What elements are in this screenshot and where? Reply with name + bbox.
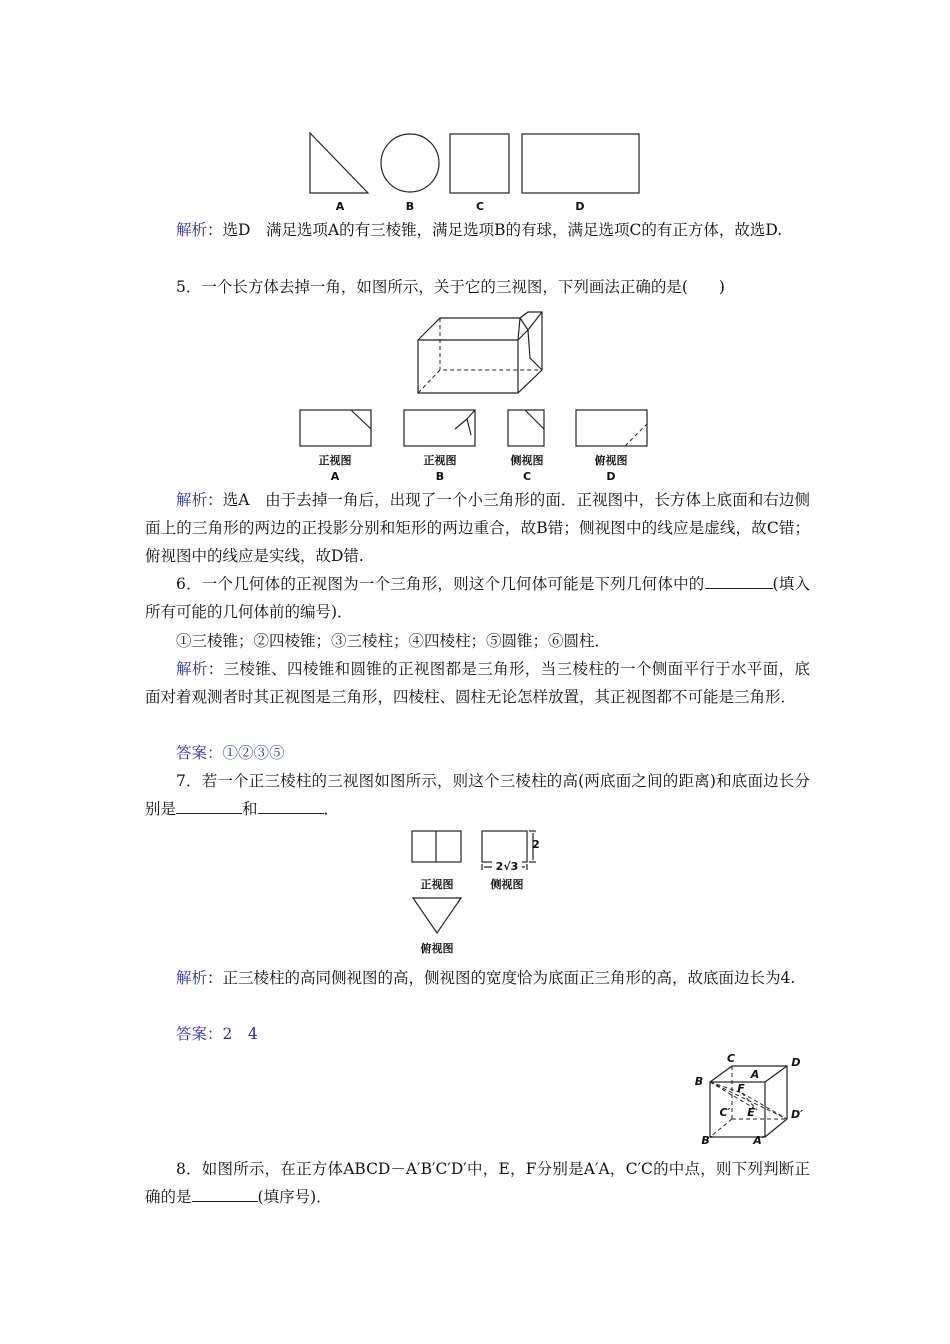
q5-option-c-letter: C [522,470,532,483]
answer-blank [705,574,773,589]
answer-blank-1 [176,799,242,814]
side-view-label: 侧视图 [490,878,524,891]
answer-value: ①②③⑤ [222,744,285,762]
q5-option-c-view-label: 侧视图 [510,454,544,467]
analysis-label: 解析 [176,491,208,509]
option-label-d: D [575,200,585,213]
q5-option-b-letter: B [435,470,445,483]
q5-options-figure [295,405,655,450]
q5-option-b-view-label: 正视图 [423,454,457,467]
analysis-text: ：选A 由于去掉一角后，出现了一个小三角形的面．正视图中，长方体上底面和右边侧面上的三角形的两边的正投影分别和矩形的两边重合，故B错；侧视图中的线应是虚线，故C错；俯视图中的线应是实线，故D错. [145,491,810,565]
q6-answer [145,739,810,767]
answer-blank-2 [258,799,324,814]
point-label-f: F [737,1082,745,1095]
q5-cuboid-figure [410,308,550,398]
vertex-label-b: B [694,1075,704,1088]
q5-option-d-letter: D [606,470,616,483]
vertex-label-c-prime: C′ [719,1106,731,1119]
option-b-view [404,410,475,446]
q5-option-a-view-label: 正视图 [318,454,352,467]
q7-answer [145,1020,810,1048]
analysis-label: 解析 [176,221,208,239]
circle-shape [381,134,439,192]
q5-analysis [145,486,810,570]
q5-stem: 5．一个长方体去掉一角，如图所示，关于它的三视图，下列画法正确的是( ) [176,278,725,296]
answer-label: 答案： [176,1025,223,1043]
vertex-label-a: A [750,1068,760,1081]
option-label-c: C [475,200,485,213]
vertex-label-a-prime: A′ [753,1134,765,1147]
rectangle-shape [522,134,639,193]
front-view-label: 正视图 [420,878,454,891]
vertex-label-d-prime: D′ [790,1108,804,1121]
option-label-a: A [335,200,345,213]
q4-options-figure [300,125,650,200]
q7-stem: 7．若一个正三棱柱的三视图如图所示，则这个三棱柱的高(两底面之间的距离)和底面边长分别是 和 ． [145,772,810,818]
point-label-e: E [747,1106,755,1119]
analysis-label: 解析 [176,660,208,678]
vertex-label-c: C [726,1052,736,1065]
q8-stem: 8．如图所示，在正方体ABCD－A′B′C′D′中，E，F分别是A′A，C′C的中点，则下列判断正确的是 (填序号)． [145,1160,810,1206]
q6-choices: ①三棱锥；②四棱锥；③三棱柱；④四棱柱；⑤圆锥；⑥圆柱． [176,632,611,650]
triangle-shape [310,133,368,193]
q6-analysis [145,655,810,711]
square-shape [450,134,509,193]
q7-analysis [145,964,810,992]
option-label-b: B [405,200,415,213]
top-view-label: 俯视图 [420,942,454,955]
analysis-text: ：选D 满足选项A的有三棱锥，满足选项B的有球，满足选项C的有正方体，故选D. [207,221,783,239]
q5-option-a-letter: A [330,470,340,483]
height-dimension: 2 [532,838,540,851]
option-d-view [576,410,647,446]
option-a-view [300,410,371,446]
analysis-text: ：正三棱柱的高同侧视图的高，侧视图的宽度恰为底面正三角形的高，故底面边长为4. [207,969,796,987]
option-c-view [508,410,544,446]
side-view [482,831,527,862]
top-view [413,898,461,933]
analysis-label: 解析 [176,969,208,987]
vertex-label-d: D [791,1056,801,1069]
answer-value: 2 4 [222,1025,258,1043]
answer-label: 答案： [176,744,223,762]
width-dimension: 2√3 [492,860,522,873]
q4-analysis [145,216,810,244]
q5-option-d-view-label: 俯视图 [594,454,628,467]
answer-blank [192,1187,258,1202]
vertex-label-b-prime: B′ [701,1134,713,1147]
analysis-text: ：三棱锥、四棱锥和圆锥的正视图都是三角形，当三棱柱的一个侧面平行于水平面，底面对着观测者时其正视图是三角形，四棱柱、圆柱无论怎样放置，其正视图都不可能是三角形． [145,660,810,706]
q6-stem: 6．一个几何体的正视图为一个三角形，则这个几何体可能是下列几何体中的 (填入所有可能的几何体前的编号)． [145,575,810,621]
